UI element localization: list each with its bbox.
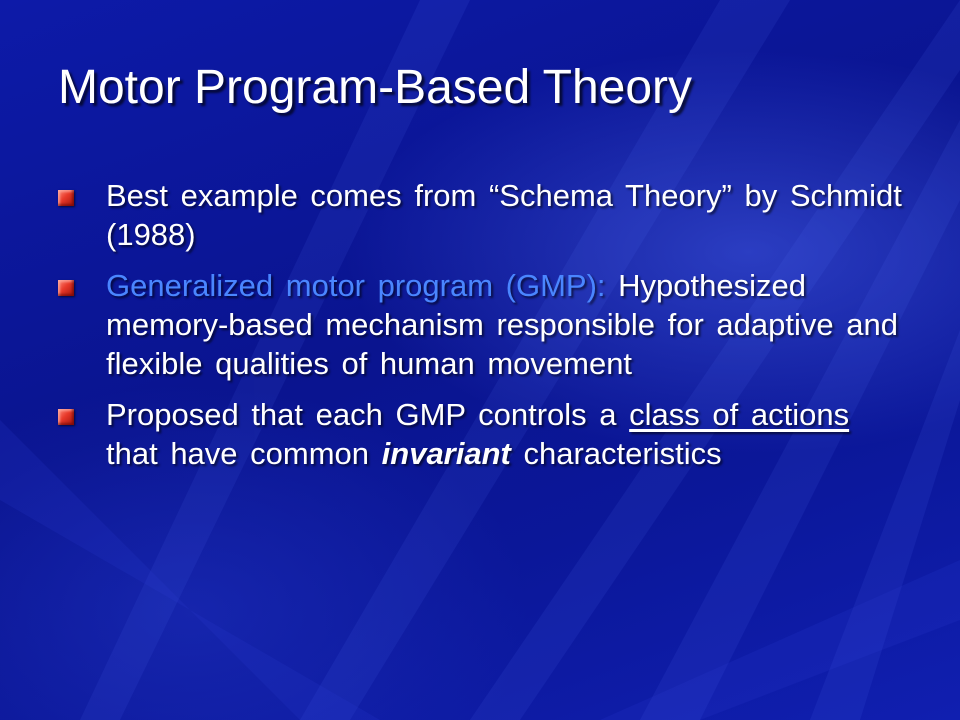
bullet-text-start: Proposed that each GMP controls a bbox=[106, 397, 617, 432]
gmp-definition-term: Generalized motor program (GMP): bbox=[106, 268, 606, 303]
red-square-bullet-icon bbox=[58, 409, 74, 425]
bullet-text-end: characteristics bbox=[523, 436, 722, 471]
slide-title: Motor Program-Based Theory bbox=[58, 61, 693, 114]
bullet-item bbox=[58, 176, 908, 254]
bullet-text: Hypothesized memory-based mechanism responsible for adaptive and flexible qualities of human movement bbox=[106, 268, 898, 381]
bullet-list bbox=[58, 176, 908, 485]
bullet-item bbox=[58, 266, 908, 383]
emphasized-word: invariant bbox=[381, 436, 511, 471]
red-square-bullet-icon bbox=[58, 190, 74, 206]
bullet-text: Best example comes from “Schema Theory” by Schmidt (1988) bbox=[106, 178, 902, 252]
bullet-item bbox=[58, 395, 908, 473]
underlined-phrase: class of actions bbox=[629, 397, 850, 432]
red-square-bullet-icon bbox=[58, 280, 74, 296]
bullet-text-mid: that have common bbox=[106, 436, 370, 471]
